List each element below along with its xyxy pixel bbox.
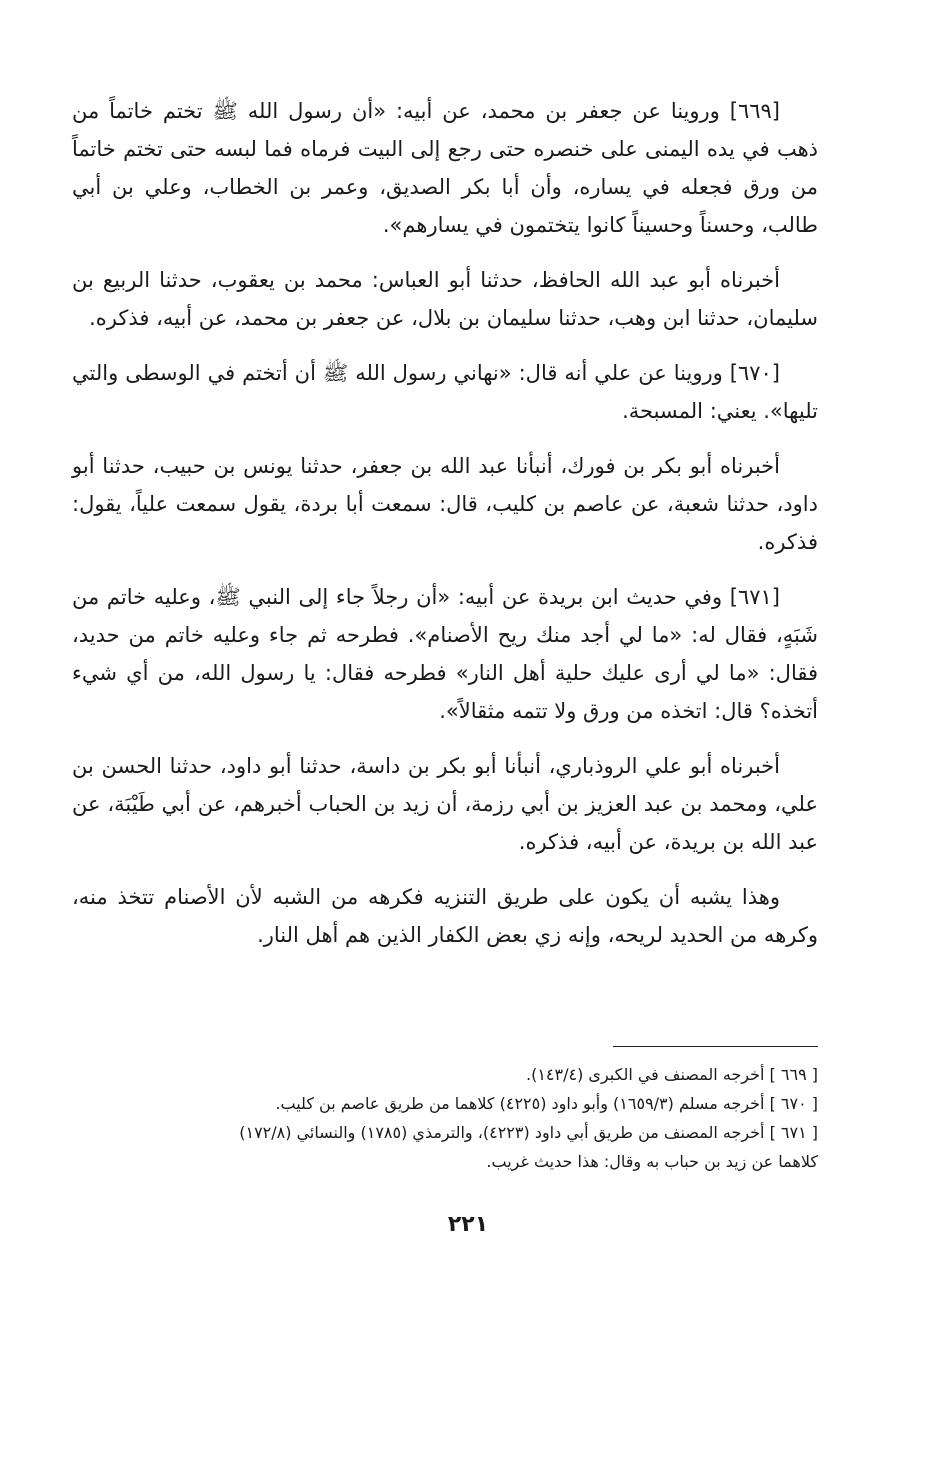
paragraph-671: [٦٧١] وفي حديث ابن بريدة عن أبيه: «أن رجلاً جاء إلى النبي ﷺ، وعليه خاتم من شَبَهٍ، فقال له: «ما لي أجد منك ريح الأصنام». فطرحه ثم جاء وعليه خاتم من حديد، فقال: «ما لي أرى عليك حلية أهل النار» فطرحه فقال: يا رسول الله، من أي شيء أتخذه؟ قال: اتخذه من ورق ولا تتمه مثقالاً». [72,585,818,723]
paragraph-669: [٦٦٩] وروينا عن جعفر بن محمد، عن أبيه: «أن رسول الله ﷺ تختم خاتماً من ذهب في يده اليمنى على خنصره حتى رجع إلى البيت فرماه فما لبسه حتى تختم خاتماً من ورق فجعله في يساره، وأن أبا بكر الصديق، وعمر بن الخطاب، وعلي بن أبي طالب، وحسناً وحسيناً كانوا يتختمون في يسارهم». [72,99,818,237]
paragraph-670-isnad: أخبرناه أبو بكر بن فورك، أنبأنا عبد الله بن جعفر، حدثنا يونس بن حبيب، حدثنا أبو داود، حدثنا شعبة، عن عاصم بن كليب، قال: سمعت أبا بردة، يقول سمعت علياً، يقول: فذكره. [72,454,818,554]
footnote-671-continuation: كلاهما عن زيد بن حباب به وقال: هذا حديث غريب. [486,1152,818,1171]
footnote-divider [613,1046,818,1047]
paragraph-669-isnad: أخبرناه أبو عبد الله الحافظ، حدثنا أبو العباس: محمد بن يعقوب، حدثنا الربيع بن سليمان، حدثنا ابن وهب، حدثنا سليمان بن بلال، عن جعفر بن محمد، عن أبيه، فذكره. [72,268,818,330]
footnotes [72,1060,818,1176]
footnote-670: [ ٦٧٠ ] أخرجه مسلم (١٦٥٩/٣) وأبو داود (٤٢٢٥) كلاهما من طريق عاصم بن كليب. [275,1094,818,1113]
body-text [72,92,818,954]
page-number: ٢٢١ [447,1212,489,1237]
paragraph-commentary: وهذا يشبه أن يكون على طريق التنزيه فكرهه من الشبه لأن الأصنام تتخذ منه، وكرهه من الحديد لريحه، وإنه زي بعض الكفار الذين هم أهل النار. [72,885,818,947]
footnote-671: [ ٦٧١ ] أخرجه المصنف من طريق أبي داود (٤٢٢٣)، والترمذي (١٧٨٥) والنسائي (١٧٢/٨) [239,1123,818,1142]
paragraph-670: [٦٧٠] وروينا عن علي أنه قال: «نهاني رسول الله ﷺ أن أتختم في الوسطى والتي تليها». يعني: المسبحة. [72,361,818,423]
paragraph-671-isnad: أخبرناه أبو علي الروذباري، أنبأنا أبو بكر بن داسة، حدثنا أبو داود، حدثنا الحسن بن علي، ومحمد بن عبد العزيز بن أبي رزمة، أن زيد بن الحباب أخبرهم، عن أبي طَيْبَة، عن عبد الله بن بريدة، عن أبيه، فذكره. [72,754,818,854]
footnote-669: [ ٦٦٩ ] أخرجه المصنف في الكبرى (١٤٣/٤). [526,1065,818,1084]
